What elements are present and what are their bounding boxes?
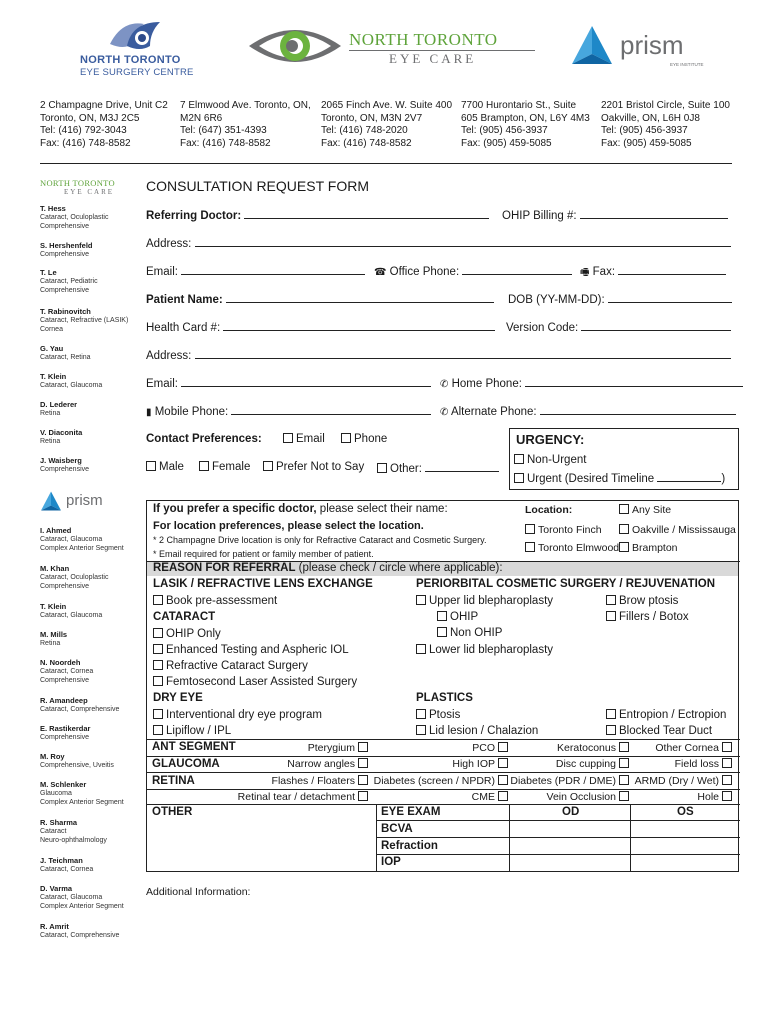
oakville-checkbox[interactable] — [619, 524, 629, 534]
prism-logo-name: prism — [620, 30, 684, 60]
doctor-entry — [40, 307, 128, 334]
upper-lid-checkbox[interactable] — [416, 595, 426, 605]
vein-occlusion-checkbox[interactable] — [619, 791, 629, 801]
address-finch: 2065 Finch Ave. W. Suite 400 Toronto, ON, M3N 2V7 Tel: (416) 748-2020 Fax: (416) 748-8582 — [321, 100, 453, 149]
doctor-name: T. Le — [40, 268, 57, 277]
armd-label: ARMD (Dry / Wet) — [634, 775, 719, 787]
fillers-checkbox[interactable] — [606, 611, 616, 621]
urgent-checkbox[interactable] — [514, 473, 524, 483]
doctor-entry — [40, 818, 107, 845]
field-loss-label: Field loss — [674, 758, 719, 770]
doctor-specialty: Comprehensive — [40, 734, 90, 741]
doctor-name: J. Waisberg — [40, 456, 82, 465]
armd-checkbox[interactable] — [722, 775, 732, 785]
referrer-email-field[interactable] — [181, 264, 365, 275]
periorbital-header: PERIORBITAL COSMETIC SURGERY / REJUVENATION — [416, 578, 716, 590]
referring-doctor-label: Referring Doctor: — [146, 210, 242, 222]
prefer-not-label: Prefer Not to Say — [276, 461, 365, 473]
office-phone-label: Office Phone: — [389, 266, 460, 278]
doctor-entry — [40, 752, 114, 770]
upper-lid-non-ohip-label: Non OHIP — [450, 627, 503, 639]
brampton-checkbox[interactable] — [619, 542, 629, 552]
keratoconus-label: Keratoconus — [557, 742, 616, 754]
ptosis-label: Ptosis — [429, 709, 461, 721]
diabetes-screen-label: Diabetes (screen / NPDR) — [373, 775, 495, 787]
other-gender-checkbox[interactable] — [377, 463, 387, 473]
doctor-specialty: Cataract, Retina — [40, 354, 91, 361]
entropion-checkbox[interactable] — [606, 709, 616, 719]
doctor-name: E. Rastikerdar — [40, 724, 91, 733]
doctor-entry — [40, 856, 93, 874]
doctor-entry — [40, 344, 91, 362]
vein-occlusion-label: Vein Occlusion — [546, 791, 616, 803]
patient-address-label: Address: — [146, 350, 192, 362]
referrer-address-label: Address: — [146, 238, 192, 250]
referring-doctor-field[interactable] — [244, 208, 489, 219]
flashes-checkbox[interactable] — [358, 775, 368, 785]
doctor-name: G. Yau — [40, 344, 64, 353]
sidebar-prism-icon — [40, 490, 62, 514]
ant-segment-header: ANT SEGMENT — [152, 741, 236, 753]
prism-icon — [570, 24, 614, 70]
doctor-specialty: Cataract, Oculoplastic Comprehensive — [40, 574, 109, 590]
doctor-name: N. Noordeh — [40, 658, 81, 667]
doctor-name: D. Varma — [40, 884, 73, 893]
home-phone-icon: ✆ — [440, 379, 449, 390]
doctor-entry — [40, 268, 98, 295]
toronto-elmwood-checkbox[interactable] — [525, 542, 535, 552]
version-code-field[interactable] — [581, 320, 731, 331]
doctor-specialty: Comprehensive, Uveitis — [40, 762, 114, 769]
sidebar-ntec-line1: NORTH TORONTO — [40, 178, 115, 188]
contact-phone-checkbox[interactable] — [341, 433, 351, 443]
doctor-name: R. Sharma — [40, 818, 78, 827]
disc-cupping-label: Disc cupping — [555, 758, 616, 770]
upper-lid-non-ohip-checkbox[interactable] — [437, 627, 447, 637]
ptosis-checkbox[interactable] — [416, 709, 426, 719]
eye-exam-header: EYE EXAM — [381, 806, 441, 818]
brampton-label: Brampton — [632, 542, 678, 554]
ntec-logo — [245, 20, 545, 80]
doctor-specialty: Retina — [40, 410, 61, 417]
lasik-header: LASIK / REFRACTIVE LENS EXCHANGE — [153, 578, 373, 590]
ohip-billing-label: OHIP Billing #: — [502, 210, 577, 222]
contact-phone-label: Phone — [354, 433, 388, 445]
address-elmwood: 7 Elmwood Ave. Toronto, ON, M2N 6R6 Tel: (647) 351-4393 Fax: (416) 748-8582 — [180, 100, 311, 149]
any-site-label: Any Site — [632, 504, 672, 516]
od-header: OD — [562, 806, 580, 818]
reason-subtitle: (please check / circle where applicable): — [295, 562, 503, 574]
upper-lid-ohip-checkbox[interactable] — [437, 611, 447, 621]
doctor-entry — [40, 204, 108, 231]
office-phone-icon: ☎ — [374, 267, 387, 278]
address-ntesc: 2 Champagne Drive, Unit C2 Toronto, ON, M3J 2C5 Tel: (416) 792-3043 Fax: (416) 748-8582 — [40, 100, 168, 149]
brow-ptosis-label: Brow ptosis — [619, 595, 679, 607]
doctor-name: R. Amandeep — [40, 696, 88, 705]
dob-label: DOB (YY-MM-DD): — [508, 294, 605, 306]
enhanced-testing-checkbox[interactable] — [153, 644, 163, 654]
glaucoma-header: GLAUCOMA — [152, 758, 220, 770]
non-urgent-checkbox[interactable] — [514, 454, 524, 464]
referrer-email-label: Email: — [146, 266, 178, 278]
fillers-label: Fillers / Botox — [619, 611, 689, 623]
other-gender-field[interactable] — [425, 461, 499, 472]
referrer-address-field[interactable] — [195, 236, 731, 247]
pterygium-label: Pterygium — [307, 742, 355, 754]
retinal-tear-checkbox[interactable] — [358, 791, 368, 801]
mobile-phone-label: Mobile Phone: — [154, 406, 229, 418]
interventional-checkbox[interactable] — [153, 709, 163, 719]
sidebar-prism-name: prism — [66, 492, 103, 509]
refraction-label: Refraction — [381, 840, 438, 852]
lipiflow-label: Lipiflow / IPL — [166, 725, 232, 737]
retinal-tear-label: Retinal tear / detachment — [237, 791, 355, 803]
doctor-name: J. Teichman — [40, 856, 83, 865]
hole-checkbox[interactable] — [722, 791, 732, 801]
patient-name-field[interactable] — [226, 292, 494, 303]
high-iop-label: High IOP — [452, 758, 495, 770]
doctor-specialty: Cataract, Glaucoma — [40, 612, 103, 619]
cme-checkbox[interactable] — [498, 791, 508, 801]
additional-info-field[interactable] — [146, 900, 739, 990]
doctor-specialty: Cataract, Comprehensive — [40, 706, 120, 713]
location-pref-text: For location preferences, please select the location. — [153, 520, 424, 532]
blocked-tear-label: Blocked Tear Duct — [619, 725, 713, 737]
prism-logo — [570, 24, 710, 74]
diabetes-pdr-label: Diabetes (PDR / DME) — [510, 775, 616, 787]
ntec-logo-line2: EYE CARE — [385, 51, 480, 67]
male-checkbox[interactable] — [146, 461, 156, 471]
entropion-label: Entropion / Ectropion — [619, 709, 727, 721]
pco-label: PCO — [472, 742, 495, 754]
high-iop-checkbox[interactable] — [498, 758, 508, 768]
contact-email-checkbox[interactable] — [283, 433, 293, 443]
doctor-specialty: Comprehensive — [40, 251, 90, 258]
doctor-name: M. Schlenker — [40, 780, 87, 789]
patient-email-label: Email: — [146, 378, 178, 390]
doctor-entry — [40, 372, 102, 390]
pterygium-checkbox[interactable] — [358, 742, 368, 752]
diabetes-screen-checkbox[interactable] — [498, 775, 508, 785]
bcva-label: BCVA — [381, 823, 413, 835]
urgent-timeline-field[interactable] — [657, 471, 721, 482]
femto-checkbox[interactable] — [153, 676, 163, 686]
doctor-specialty: Cataract, Pediatric Comprehensive — [40, 278, 98, 294]
male-label: Male — [159, 461, 184, 473]
specific-doctor-bold: If you prefer a specific doctor, — [153, 503, 317, 515]
refractive-cataract-checkbox[interactable] — [153, 660, 163, 670]
female-checkbox[interactable] — [199, 461, 209, 471]
toronto-finch-label: Toronto Finch — [538, 524, 602, 536]
doctor-name: T. Hess — [40, 204, 66, 213]
cme-label: CME — [471, 791, 495, 803]
specific-doctor-rest: please select their name: — [316, 503, 448, 515]
mobile-phone-field[interactable] — [231, 404, 431, 415]
lid-lesion-checkbox[interactable] — [416, 725, 426, 735]
location-label: Location: — [525, 504, 573, 516]
blocked-tear-checkbox[interactable] — [606, 725, 616, 735]
doctor-name: T. Rabinovitch — [40, 307, 91, 316]
patient-email-field[interactable] — [181, 376, 431, 387]
doctor-specialty: Cataract, Refractive (LASIK) Cornea — [40, 317, 129, 333]
doctor-specialty: Cataract, Cornea Comprehensive — [40, 668, 94, 684]
lid-lesion-label: Lid lesion / Chalazion — [429, 725, 539, 737]
doctor-name: T. Klein — [40, 372, 67, 381]
upper-lid-label: Upper lid blepharoplasty — [429, 595, 554, 607]
hole-label: Hole — [697, 791, 719, 803]
doctor-name: T. Klein — [40, 602, 67, 611]
dry-eye-header: DRY EYE — [153, 692, 203, 704]
os-header: OS — [677, 806, 694, 818]
ntec-eye-icon — [245, 20, 345, 72]
home-phone-label: Home Phone: — [451, 378, 522, 390]
doctor-entry — [40, 564, 108, 591]
doctor-entry — [40, 241, 93, 259]
version-code-label: Version Code: — [506, 322, 579, 334]
alternate-phone-icon: ✆ — [440, 407, 449, 418]
doctor-entry — [40, 884, 124, 911]
field-loss-checkbox[interactable] — [722, 758, 732, 768]
diabetes-pdr-checkbox[interactable] — [619, 775, 629, 785]
doctor-entry — [40, 456, 89, 474]
lower-lid-label: Lower lid blepharoplasty — [429, 644, 554, 656]
doctor-specialty: Cataract, Comprehensive — [40, 932, 120, 939]
office-phone-field[interactable] — [462, 264, 572, 275]
book-preassess-checkbox[interactable] — [153, 595, 163, 605]
keratoconus-checkbox[interactable] — [619, 742, 629, 752]
health-card-label: Health Card #: — [146, 322, 221, 334]
fax-label: Fax: — [592, 266, 616, 278]
doctor-entry — [40, 428, 82, 446]
ohip-only-label: OHIP Only — [166, 628, 221, 640]
doctor-specialty: Cataract, Cornea — [40, 866, 94, 873]
lower-lid-checkbox[interactable] — [416, 644, 426, 654]
address-brampton: 7700 Hurontario St., Suite 605 Brampton, ON, L6Y 4M3 Tel: (905) 456-3937 Fax: (905) 459-5085 — [461, 100, 590, 149]
other-cornea-checkbox[interactable] — [722, 742, 732, 752]
ohip-only-checkbox[interactable] — [153, 628, 163, 638]
doctor-name: D. Lederer — [40, 400, 78, 409]
doctor-specialty: Cataract, Oculoplastic Comprehensive — [40, 214, 109, 230]
doctor-specialty: Glaucoma Complex Anterior Segment — [40, 790, 124, 806]
fax-field[interactable] — [618, 264, 726, 275]
refractive-cataract-label: Refractive Cataract Surgery — [166, 660, 308, 672]
reason-title: REASON FOR REFERRAL — [153, 562, 296, 574]
doctor-name: R. Amrit — [40, 922, 69, 931]
doctor-entry — [40, 922, 119, 940]
oakville-label: Oakville / Mississauga — [632, 524, 736, 536]
ntec-logo-line1: NORTH TORONTO — [349, 30, 498, 49]
narrow-angles-label: Narrow angles — [287, 758, 355, 770]
home-phone-field[interactable] — [525, 376, 743, 387]
prism-logo-sub: EYE INSTITUTE — [670, 62, 704, 67]
ntesc-logo-line2: EYE SURGERY CENTRE — [80, 67, 194, 78]
iop-label: IOP — [381, 856, 401, 868]
doctor-entry — [40, 526, 124, 553]
other-gender-label: Other: — [390, 463, 422, 475]
any-site-checkbox[interactable] — [619, 504, 629, 514]
doctor-specialty: Cataract Neuro-ophthalmology — [40, 828, 107, 844]
doctor-name: I. Ahmed — [40, 526, 72, 535]
doctor-name: S. Hershenfeld — [40, 241, 93, 250]
plastics-header: PLASTICS — [416, 692, 473, 704]
pco-checkbox[interactable] — [498, 742, 508, 752]
enhanced-testing-label: Enhanced Testing and Aspheric IOL — [166, 644, 349, 656]
additional-info-label: Additional Information: — [146, 886, 251, 898]
alternate-phone-label: Alternate Phone: — [450, 406, 537, 418]
ohip-billing-field[interactable] — [580, 208, 728, 219]
alternate-phone-field[interactable] — [540, 404, 736, 415]
fax-icon: 🖷 — [580, 267, 590, 278]
note-champagne: * 2 Champagne Drive location is only for Refractive Cataract and Cosmetic Surgery. — [153, 535, 487, 545]
doctor-specialty: Retina — [40, 438, 61, 445]
disc-cupping-checkbox[interactable] — [619, 758, 629, 768]
doctor-entry — [40, 400, 77, 418]
urgent-label: Urgent (Desired Timeline — [527, 473, 655, 485]
urgency-title: URGENCY: — [516, 432, 585, 447]
urgent-close-paren: ) — [721, 473, 726, 485]
doctor-entry — [40, 724, 90, 742]
lipiflow-checkbox[interactable] — [153, 725, 163, 735]
prefer-not-checkbox[interactable] — [263, 461, 273, 471]
flashes-label: Flashes / Floaters — [271, 775, 355, 787]
femto-label: Femtosecond Laser Assisted Surgery — [166, 676, 358, 688]
cataract-header: CATARACT — [153, 611, 216, 623]
ntesc-logo — [72, 14, 202, 88]
interventional-label: Interventional dry eye program — [166, 709, 322, 721]
form-title: CONSULTATION REQUEST FORM — [146, 178, 369, 194]
doctor-entry — [40, 696, 119, 714]
doctor-entry — [40, 780, 124, 807]
note-email: * Email required for patient or family member of patient. — [153, 549, 374, 559]
doctor-name: M. Khan — [40, 564, 70, 573]
sidebar-prism-logo — [40, 490, 120, 516]
contact-email-label: Email — [296, 433, 325, 445]
health-card-field[interactable] — [223, 320, 495, 331]
doctor-specialty: Cataract, Glaucoma — [40, 382, 103, 389]
brow-ptosis-checkbox[interactable] — [606, 595, 616, 605]
doctor-name: M. Roy — [40, 752, 65, 761]
doctor-entry — [40, 602, 102, 620]
upper-lid-ohip-label: OHIP — [450, 611, 479, 623]
doctor-name: V. Diaconita — [40, 428, 83, 437]
doctor-specialty: Comprehensive — [40, 466, 90, 473]
narrow-angles-checkbox[interactable] — [358, 758, 368, 768]
ntesc-logo-line1: NORTH TORONTO — [80, 54, 181, 66]
doctor-entry — [40, 630, 67, 648]
toronto-elmwood-label: Toronto Elmwood — [538, 542, 620, 554]
retina-header: RETINA — [152, 775, 195, 787]
header-divider — [40, 163, 732, 164]
other-header: OTHER — [152, 806, 193, 818]
doctor-name: M. Mills — [40, 630, 68, 639]
doctor-specialty: Cataract, Glaucoma Complex Anterior Segment — [40, 536, 124, 552]
dob-field[interactable] — [608, 292, 732, 303]
other-cornea-label: Other Cornea — [655, 742, 719, 754]
non-urgent-label: Non-Urgent — [527, 454, 587, 466]
mobile-phone-icon: ▮ — [146, 407, 152, 418]
patient-address-field[interactable] — [195, 348, 731, 359]
female-label: Female — [212, 461, 251, 473]
book-preassess-label: Book pre-assessment — [166, 595, 278, 607]
sidebar-ntec-line2: EYE CARE — [64, 188, 115, 196]
address-oakville: 2201 Bristol Circle, Suite 100 Oakville, ON, L6H 0J8 Tel: (905) 456-3937 Fax: (905) 459-5085 — [601, 100, 730, 149]
doctor-specialty: Retina — [40, 640, 61, 647]
contact-preferences-label: Contact Preferences: — [146, 433, 262, 445]
sidebar-ntec-logo — [40, 178, 130, 196]
toronto-finch-checkbox[interactable] — [525, 524, 535, 534]
doctor-entry — [40, 658, 93, 685]
patient-name-label: Patient Name: — [146, 294, 223, 306]
doctor-specialty: Cataract, Glaucoma Complex Anterior Segment — [40, 894, 124, 910]
